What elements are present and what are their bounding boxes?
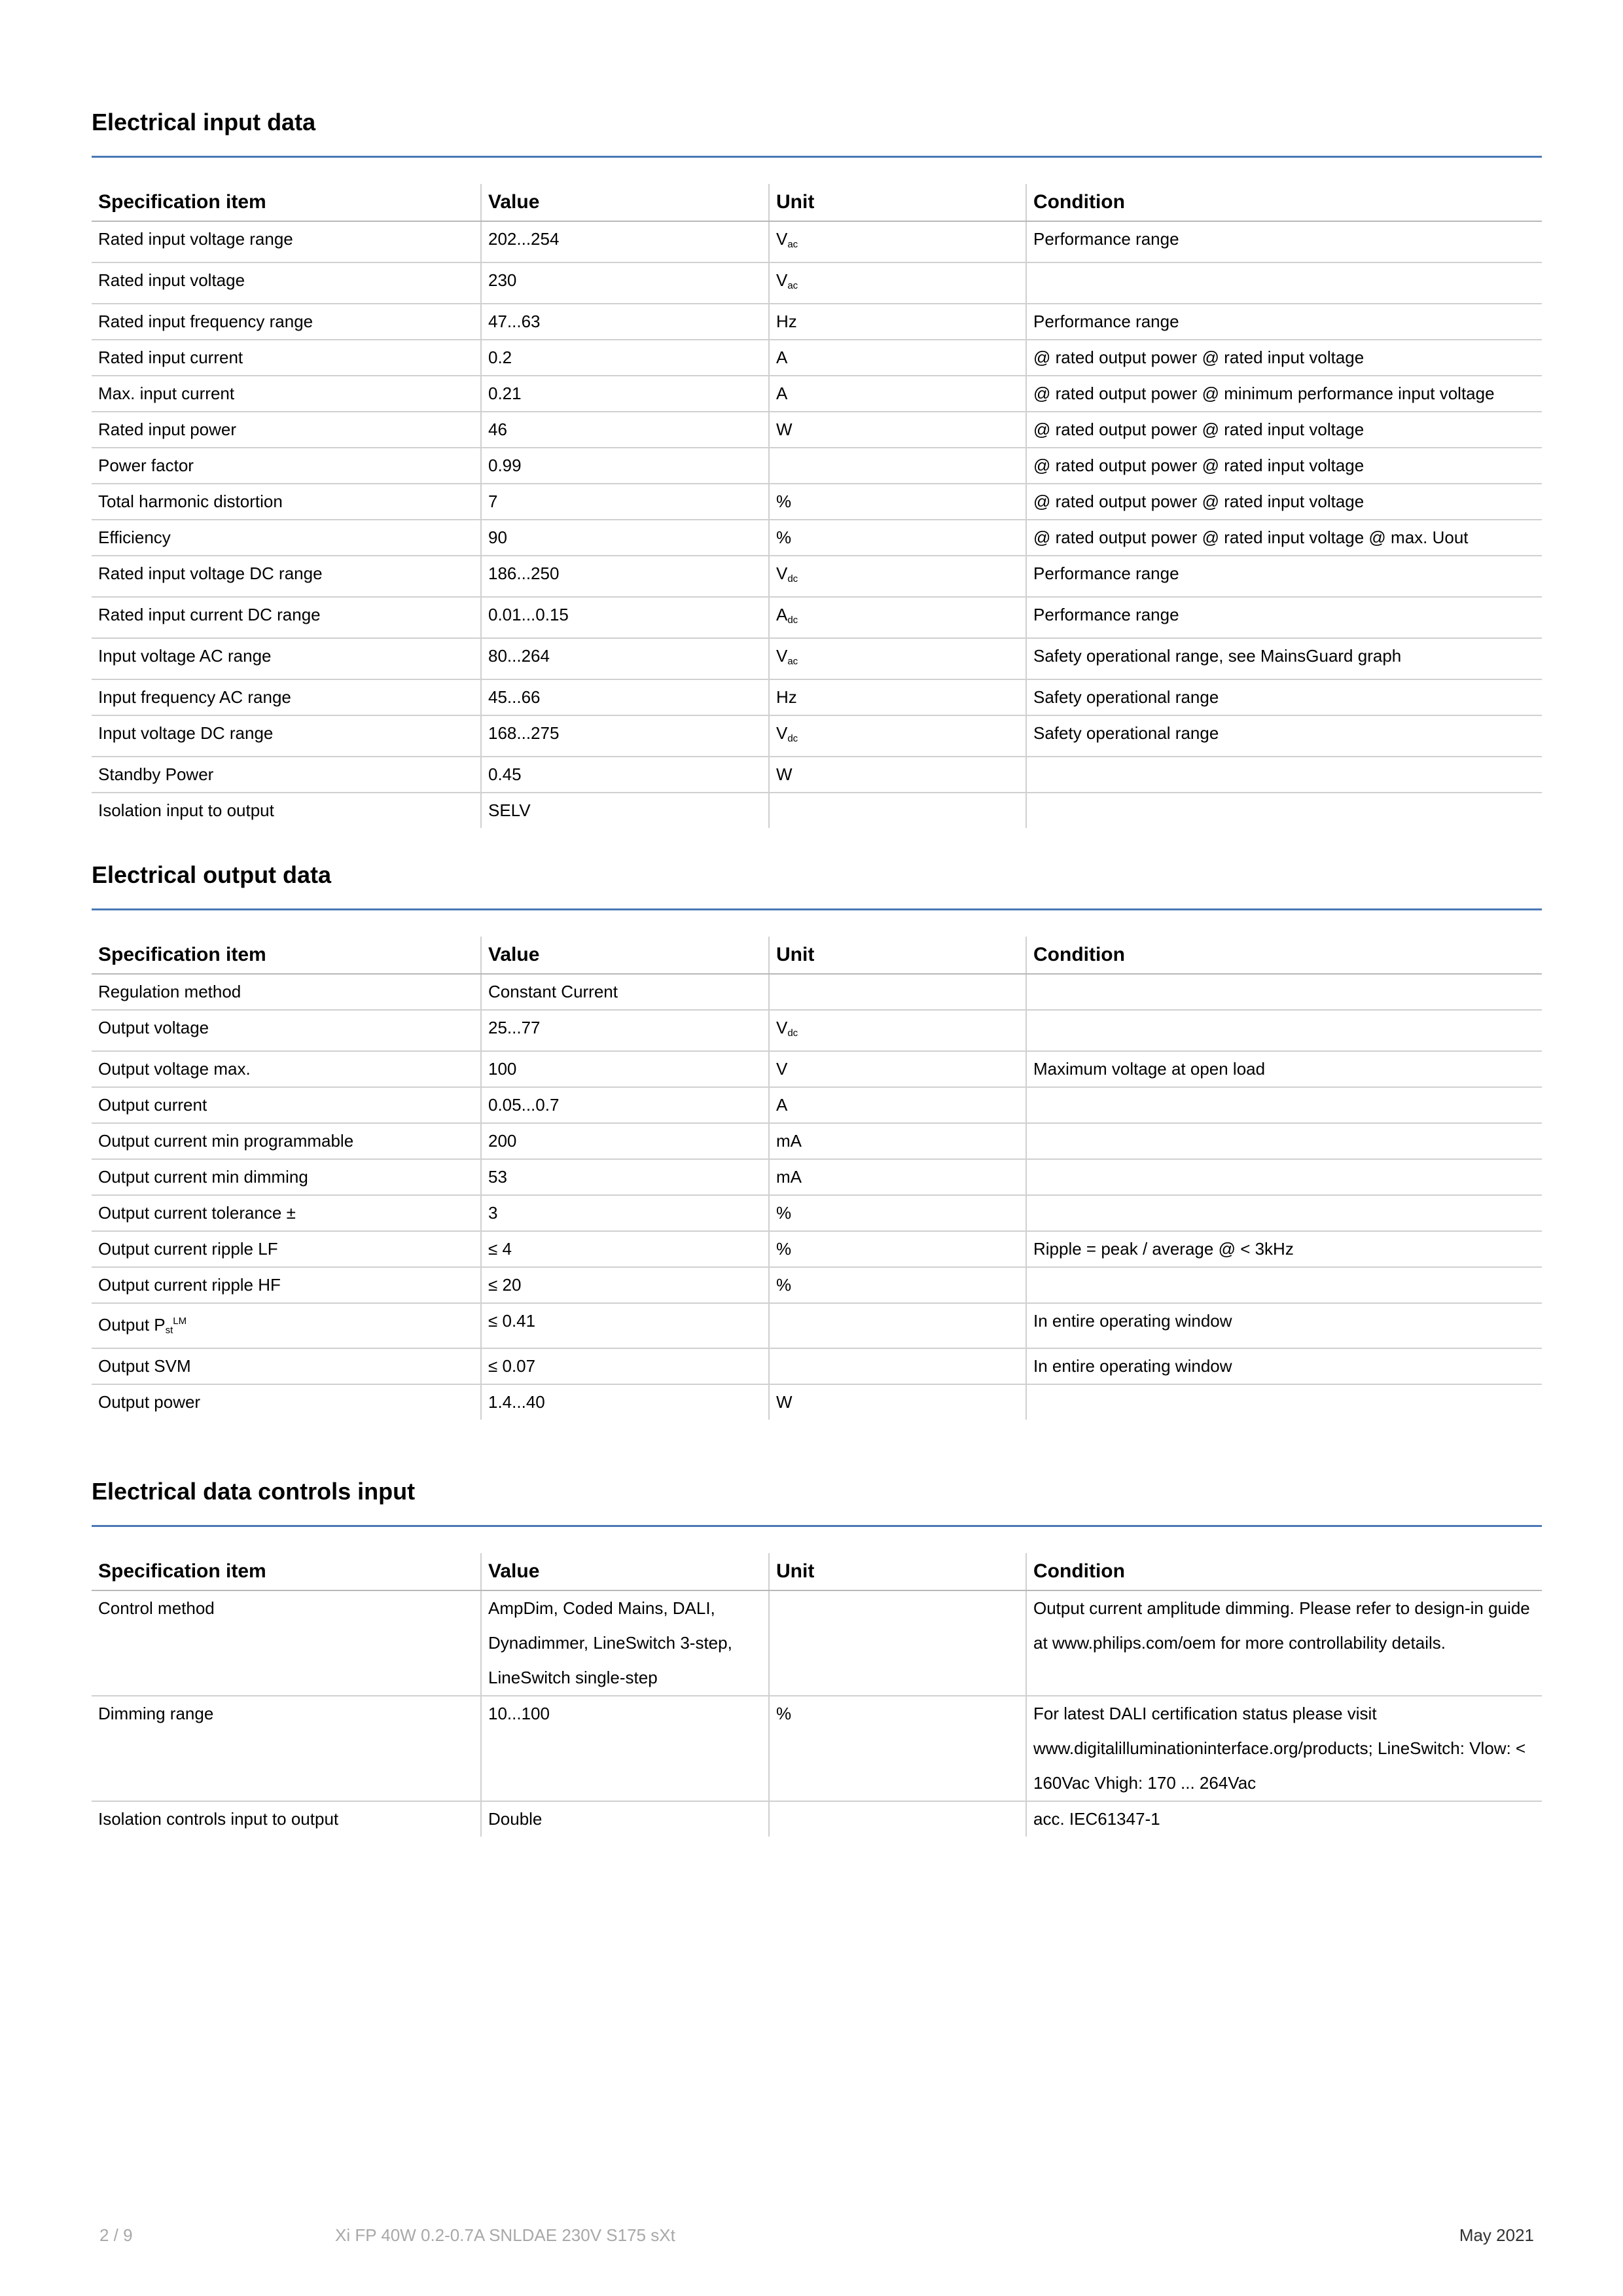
table-row — [92, 412, 1542, 448]
table-row — [92, 638, 1542, 679]
column-header-value: Value — [481, 1553, 769, 1590]
cell-condition: acc. IEC61347-1 — [1026, 1801, 1542, 1837]
cell-specification-item — [92, 1010, 481, 1051]
cell-unit — [769, 1348, 1026, 1384]
product-name: Xi FP 40W 0.2-0.7A SNLDAE 230V S175 sXt — [335, 2225, 675, 2245]
cell-condition — [1026, 793, 1542, 828]
cell-condition: Safety operational range, see MainsGuard graph — [1026, 638, 1542, 679]
table-row — [92, 304, 1542, 340]
cell-specification-item — [92, 304, 481, 340]
cell-value: 90 — [481, 520, 769, 556]
cell-specification-item — [92, 679, 481, 715]
section-title: Electrical output data — [92, 861, 332, 888]
cell-condition — [1026, 1384, 1542, 1420]
table-header-row — [92, 1553, 1542, 1590]
specification-item-text: Efficiency — [98, 528, 171, 547]
cell-unit — [769, 1303, 1026, 1348]
column-header-unit: Unit — [769, 937, 1026, 974]
cell-value: 202...254 — [481, 221, 769, 262]
cell-specification-item — [92, 1051, 481, 1087]
cell-specification-item — [92, 1231, 481, 1267]
unit-text: mA — [776, 1167, 802, 1187]
cell-value: 0.01...0.15 — [481, 597, 769, 638]
specification-item-text: Isolation input to output — [98, 800, 274, 820]
column-header-specification-item: Specification item — [92, 184, 481, 221]
cell-unit — [769, 304, 1026, 340]
cell-condition — [1026, 974, 1542, 1010]
cell-condition: Maximum voltage at open load — [1026, 1051, 1542, 1087]
cell-value: AmpDim, Coded Mains, DALI, Dynadimmer, LineSwitch 3-step, LineSwitch single-step — [481, 1590, 769, 1696]
cell-value: 0.05...0.7 — [481, 1087, 769, 1123]
section-electrical-output-data — [92, 857, 1542, 1420]
specification-item-text: Max. input current — [98, 384, 235, 403]
unit-text: % — [776, 1275, 792, 1295]
unit-text: V — [776, 646, 788, 666]
unit-text: Hz — [776, 312, 797, 331]
cell-condition — [1026, 1195, 1542, 1231]
specification-item-text: Output current tolerance ± — [98, 1203, 296, 1223]
table-row — [92, 1051, 1542, 1087]
cell-unit — [769, 484, 1026, 520]
cell-unit — [769, 1384, 1026, 1420]
section-title: Electrical input data — [92, 109, 316, 135]
table-row — [92, 1303, 1542, 1348]
cell-specification-item — [92, 1087, 481, 1123]
cell-condition — [1026, 1087, 1542, 1123]
table-row — [92, 1696, 1542, 1801]
table-row — [92, 715, 1542, 757]
table-row — [92, 1348, 1542, 1384]
table-row — [92, 221, 1542, 262]
table-row — [92, 793, 1542, 828]
table-row — [92, 679, 1542, 715]
spec-table — [92, 184, 1542, 828]
publication-date: May 2021 — [1459, 2225, 1534, 2245]
table-row — [92, 340, 1542, 376]
cell-unit — [769, 974, 1026, 1010]
unit-text: % — [776, 1704, 792, 1723]
cell-value: 46 — [481, 412, 769, 448]
specification-item-text: Rated input frequency range — [98, 312, 313, 331]
unit-text: W — [776, 764, 793, 784]
cell-specification-item — [92, 597, 481, 638]
cell-value: 53 — [481, 1159, 769, 1195]
column-header-specification-item: Specification item — [92, 937, 481, 974]
cell-value: Double — [481, 1801, 769, 1837]
cell-specification-item — [92, 340, 481, 376]
unit-text: A — [776, 1095, 788, 1115]
unit-text: % — [776, 1239, 792, 1259]
unit-subscript: dc — [787, 1028, 798, 1039]
specification-item-text: Regulation method — [98, 982, 241, 1001]
table-row — [92, 597, 1542, 638]
cell-specification-item — [92, 1590, 481, 1696]
unit-subscript: ac — [787, 656, 798, 667]
cell-value: 0.45 — [481, 757, 769, 793]
table-row — [92, 1010, 1542, 1051]
specification-item-text: Rated input power — [98, 420, 237, 439]
section-electrical-data-controls-input — [92, 1474, 1542, 1837]
cell-value: 0.99 — [481, 448, 769, 484]
table-body — [92, 221, 1542, 828]
unit-text: % — [776, 528, 792, 547]
cell-condition — [1026, 1123, 1542, 1159]
cell-specification-item — [92, 484, 481, 520]
cell-condition: Safety operational range — [1026, 715, 1542, 757]
cell-specification-item — [92, 1801, 481, 1837]
cell-unit — [769, 1195, 1026, 1231]
specification-item-text: Output P — [98, 1315, 166, 1335]
table-header-row — [92, 937, 1542, 974]
table-row — [92, 1590, 1542, 1696]
cell-specification-item — [92, 556, 481, 597]
cell-specification-item — [92, 1195, 481, 1231]
cell-value: 3 — [481, 1195, 769, 1231]
cell-condition: @ rated output power @ minimum performance input voltage — [1026, 376, 1542, 412]
specification-item-text: Total harmonic distortion — [98, 492, 283, 511]
unit-text: Hz — [776, 687, 797, 707]
table-row — [92, 520, 1542, 556]
column-header-specification-item: Specification item — [92, 1553, 481, 1590]
cell-unit — [769, 1696, 1026, 1801]
cell-unit — [769, 1051, 1026, 1087]
specification-item-text: Output current — [98, 1095, 207, 1115]
cell-unit — [769, 757, 1026, 793]
unit-text: V — [776, 564, 788, 583]
item-superscript: LM — [173, 1316, 187, 1327]
cell-condition: Output current amplitude dimming. Please refer to design-in guide at www.philips.com/oem for more controllability details. — [1026, 1590, 1542, 1696]
table-row — [92, 1195, 1542, 1231]
cell-unit — [769, 1801, 1026, 1837]
column-header-condition: Condition — [1026, 937, 1542, 974]
cell-specification-item — [92, 1696, 481, 1801]
cell-specification-item — [92, 262, 481, 304]
table-row — [92, 484, 1542, 520]
cell-unit — [769, 556, 1026, 597]
cell-unit — [769, 412, 1026, 448]
cell-condition — [1026, 757, 1542, 793]
cell-value: 100 — [481, 1051, 769, 1087]
table-row — [92, 1087, 1542, 1123]
specification-item-text: Output voltage — [98, 1018, 209, 1037]
cell-value: ≤ 0.41 — [481, 1303, 769, 1348]
cell-value: ≤ 4 — [481, 1231, 769, 1267]
cell-condition: @ rated output power @ rated input voltage — [1026, 412, 1542, 448]
column-header-unit: Unit — [769, 184, 1026, 221]
cell-condition: Ripple = peak / average @ < 3kHz — [1026, 1231, 1542, 1267]
unit-subscript: ac — [787, 239, 798, 250]
specification-item-text: Input frequency AC range — [98, 687, 291, 707]
section-divider — [92, 156, 1542, 158]
cell-unit — [769, 340, 1026, 376]
cell-specification-item — [92, 1159, 481, 1195]
cell-specification-item — [92, 1348, 481, 1384]
unit-text: mA — [776, 1131, 802, 1151]
cell-value: 7 — [481, 484, 769, 520]
cell-condition: @ rated output power @ rated input voltage — [1026, 340, 1542, 376]
unit-subscript: dc — [787, 615, 798, 626]
specification-item-text: Rated input voltage — [98, 270, 245, 290]
specification-item-text: Standby Power — [98, 764, 214, 784]
specification-item-text: Control method — [98, 1598, 215, 1618]
cell-unit — [769, 715, 1026, 757]
cell-unit — [769, 262, 1026, 304]
cell-condition: In entire operating window — [1026, 1303, 1542, 1348]
cell-unit — [769, 679, 1026, 715]
cell-specification-item — [92, 757, 481, 793]
cell-unit — [769, 1087, 1026, 1123]
table-row — [92, 376, 1542, 412]
specification-item-text: Isolation controls input to output — [98, 1809, 339, 1829]
cell-unit — [769, 793, 1026, 828]
unit-text: V — [776, 229, 788, 249]
cell-specification-item — [92, 1123, 481, 1159]
unit-text: W — [776, 420, 793, 439]
cell-value: ≤ 20 — [481, 1267, 769, 1303]
section-title: Electrical data controls input — [92, 1478, 416, 1505]
cell-value: 0.21 — [481, 376, 769, 412]
cell-value: 47...63 — [481, 304, 769, 340]
table-row — [92, 1159, 1542, 1195]
cell-specification-item — [92, 715, 481, 757]
unit-text: V — [776, 1018, 788, 1037]
cell-value: 186...250 — [481, 556, 769, 597]
specification-item-text: Rated input current — [98, 348, 243, 367]
cell-specification-item — [92, 1384, 481, 1420]
cell-condition — [1026, 262, 1542, 304]
table-body — [92, 974, 1542, 1420]
unit-text: V — [776, 723, 788, 743]
specification-item-text: Output voltage max. — [98, 1059, 251, 1079]
table-header-row — [92, 184, 1542, 221]
cell-value: 230 — [481, 262, 769, 304]
cell-condition: @ rated output power @ rated input voltage — [1026, 484, 1542, 520]
cell-unit — [769, 1159, 1026, 1195]
cell-condition: Performance range — [1026, 221, 1542, 262]
unit-text: A — [776, 605, 788, 624]
cell-unit — [769, 1590, 1026, 1696]
specification-item-text: Output current ripple HF — [98, 1275, 281, 1295]
cell-specification-item — [92, 376, 481, 412]
unit-text: A — [776, 348, 788, 367]
cell-unit — [769, 448, 1026, 484]
unit-subscript: dc — [787, 733, 798, 744]
spec-table — [92, 1553, 1542, 1837]
column-header-value: Value — [481, 937, 769, 974]
cell-condition — [1026, 1267, 1542, 1303]
specification-item-text: Input voltage DC range — [98, 723, 274, 743]
cell-specification-item — [92, 793, 481, 828]
unit-text: V — [776, 1059, 788, 1079]
table-row — [92, 448, 1542, 484]
cell-unit — [769, 597, 1026, 638]
table-row — [92, 1123, 1542, 1159]
specification-item-text: Output current ripple LF — [98, 1239, 278, 1259]
specification-item-text: Output power — [98, 1392, 201, 1412]
specification-item-text: Output current min programmable — [98, 1131, 354, 1151]
cell-value: 45...66 — [481, 679, 769, 715]
cell-condition — [1026, 1159, 1542, 1195]
unit-text: % — [776, 492, 792, 511]
specification-item-text: Power factor — [98, 456, 194, 475]
cell-condition: @ rated output power @ rated input voltage @ max. Uout — [1026, 520, 1542, 556]
table-row — [92, 262, 1542, 304]
page-footer — [92, 2225, 1542, 2251]
unit-text: V — [776, 270, 788, 290]
cell-condition: In entire operating window — [1026, 1348, 1542, 1384]
cell-value: 10...100 — [481, 1696, 769, 1801]
cell-value: ≤ 0.07 — [481, 1348, 769, 1384]
cell-specification-item — [92, 1303, 481, 1348]
specification-item-text: Rated input current DC range — [98, 605, 321, 624]
cell-value: 200 — [481, 1123, 769, 1159]
column-header-value: Value — [481, 184, 769, 221]
table-row — [92, 1801, 1542, 1837]
table-row — [92, 556, 1542, 597]
section-divider — [92, 908, 1542, 910]
cell-condition — [1026, 1010, 1542, 1051]
cell-condition: @ rated output power @ rated input voltage — [1026, 448, 1542, 484]
unit-subscript: ac — [787, 280, 798, 291]
section-divider — [92, 1525, 1542, 1527]
cell-value: Constant Current — [481, 974, 769, 1010]
column-header-condition: Condition — [1026, 184, 1542, 221]
cell-condition: Performance range — [1026, 556, 1542, 597]
specification-item-text: Input voltage AC range — [98, 646, 272, 666]
cell-condition: For latest DALI certification status please visit www.digitalilluminationinterface.org/products; LineSwitch: Vlow: < 160Vac Vhigh: 170 ... 264Vac — [1026, 1696, 1542, 1801]
cell-condition: Safety operational range — [1026, 679, 1542, 715]
table-row — [92, 1384, 1542, 1420]
cell-specification-item — [92, 448, 481, 484]
cell-unit — [769, 1231, 1026, 1267]
section-electrical-input-data — [92, 105, 1542, 828]
cell-specification-item — [92, 1267, 481, 1303]
cell-specification-item — [92, 221, 481, 262]
column-header-unit: Unit — [769, 1553, 1026, 1590]
cell-unit — [769, 520, 1026, 556]
cell-value: 80...264 — [481, 638, 769, 679]
column-header-condition: Condition — [1026, 1553, 1542, 1590]
spec-table — [92, 937, 1542, 1420]
cell-unit — [769, 1010, 1026, 1051]
cell-unit — [769, 1267, 1026, 1303]
cell-specification-item — [92, 638, 481, 679]
page-number: 2 / 9 — [99, 2225, 133, 2245]
unit-text: A — [776, 384, 788, 403]
table-row — [92, 974, 1542, 1010]
cell-value: 1.4...40 — [481, 1384, 769, 1420]
table-body — [92, 1590, 1542, 1837]
unit-text: W — [776, 1392, 793, 1412]
cell-unit — [769, 376, 1026, 412]
cell-specification-item — [92, 520, 481, 556]
specification-item-text: Rated input voltage range — [98, 229, 293, 249]
cell-specification-item — [92, 412, 481, 448]
cell-condition: Performance range — [1026, 597, 1542, 638]
cell-value: 25...77 — [481, 1010, 769, 1051]
cell-value: 168...275 — [481, 715, 769, 757]
cell-condition: Performance range — [1026, 304, 1542, 340]
specification-item-text: Dimming range — [98, 1704, 214, 1723]
cell-specification-item — [92, 974, 481, 1010]
specification-item-text: Output SVM — [98, 1356, 191, 1376]
cell-value: SELV — [481, 793, 769, 828]
unit-subscript: dc — [787, 573, 798, 584]
item-subscript: st — [165, 1325, 173, 1336]
cell-unit — [769, 1123, 1026, 1159]
table-row — [92, 1231, 1542, 1267]
specification-item-text: Output current min dimming — [98, 1167, 308, 1187]
cell-value: 0.2 — [481, 340, 769, 376]
table-row — [92, 1267, 1542, 1303]
unit-text: % — [776, 1203, 792, 1223]
specification-item-text: Rated input voltage DC range — [98, 564, 323, 583]
table-row — [92, 757, 1542, 793]
cell-unit — [769, 638, 1026, 679]
cell-unit — [769, 221, 1026, 262]
